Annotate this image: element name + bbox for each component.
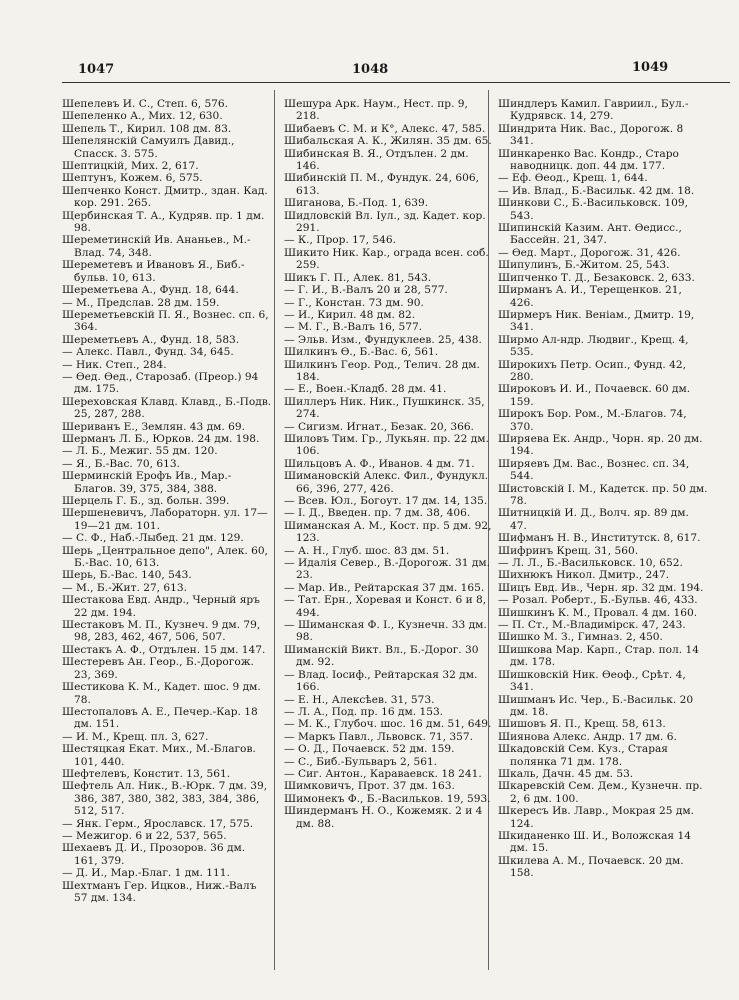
directory-entry: Шерминскій Ерофъ Ив., Мар.-Благов. 39, 375, 384, 388. xyxy=(62,470,232,495)
directory-entry: Шиндерманъ Н. О., Кожемяк. 2 и 4 дм. 88. xyxy=(284,805,483,830)
directory-entry: Шестопаловъ А. Е., Печер.-Кар. 18 дм. 151. xyxy=(62,705,258,731)
directory-entry: — С., Биб.-Бульваръ 2, 561. xyxy=(284,755,438,768)
directory-entry: Шестакъ А. Ф., Отдълен. 15 дм. 147. xyxy=(62,643,266,656)
directory-entry: — Е. Н., Алексѣев. 31, 573. xyxy=(284,693,435,706)
directory-entry: Шепеленко А., Мих. 12, 630. xyxy=(62,110,223,123)
directory-entry: Шимковичъ, Прот. 37 дм. 163. xyxy=(284,780,455,793)
directory-entry: Шептицкій, Мих. 2, 617. xyxy=(62,160,199,173)
directory-entry: Шериванъ Е., Землян. 43 дм. 69. xyxy=(62,420,245,433)
directory-entry: Шефтель Ал. Ник., В.-Юрк. 7 дм. 39, 386, 387, 380, 382, 383, 384, 386, 512, 517. xyxy=(62,780,268,818)
directory-entry: Шифринъ Крещ. 31, 560. xyxy=(498,544,639,557)
directory-entry: Ширманъ А. И., Терещенков. 21, 426. xyxy=(498,284,682,309)
directory-entry: — И., Кирил. 48 дм. 82. xyxy=(284,308,416,321)
directory-entry: — С. Ф., Наб.-Лыбед. 21 дм. 129. xyxy=(62,532,244,545)
directory-entry: Шестяцкая Екат. Мих., М.-Благов. 101, 440. xyxy=(62,743,256,768)
directory-entry: Шерманъ Л. Б., Юрков. 24 дм. 198. xyxy=(62,432,260,445)
page-number-center: 1048 xyxy=(352,62,389,77)
directory-entry: Шереховская Клавд. Клавд., Б.-Подв. 25, 287, 288. xyxy=(62,395,272,421)
directory-entry: Шкилева А. М., Почаевск. 20 дм. 158. xyxy=(498,854,684,880)
directory-entry: — Я., Б.-Вас. 70, 613. xyxy=(62,457,180,470)
directory-entry: — Маркъ Павл., Львовск. 71, 357. xyxy=(284,730,473,743)
directory-entry: Шептунъ, Кожем. 6, 575. xyxy=(62,172,203,185)
directory-entry: Шишманъ Ис. Чер., Б.-Васильк. 20 дм. 18. xyxy=(498,693,694,718)
directory-entry: Шереметинскій Ив. Ананьев., М.-Влад. 74, 348. xyxy=(62,234,251,259)
directory-entry: Шишовъ Я. П., Крещ. 58, 613. xyxy=(498,718,666,731)
directory-entry: Шепель Т., Кирил. 108 дм. 83. xyxy=(62,122,232,135)
directory-entry: Шишкинъ К. М., Провал. 4 дм. 160. xyxy=(498,606,698,619)
directory-entry: — Тат. Ерн., Хоревая и Конст. 6 и 8, 494. xyxy=(284,594,487,619)
directory-entry: Шиянова Алекс. Андр. 17 дм. 6. xyxy=(498,730,677,743)
directory-entry: Шишковскій Ник. Ѳеоф., Срѣт. 4, 341. xyxy=(498,668,686,694)
directory-entry: — Розал. Роберт., Б.-Бульв. 46, 433. xyxy=(498,594,698,607)
directory-entry: Шкаль, Дачн. 45 дм. 53. xyxy=(498,767,634,780)
column-1048 xyxy=(284,98,494,830)
directory-entry: Шепченко Конст. Дмитр., здан. Кад. кор. 291. 265. xyxy=(62,184,268,210)
directory-entry: Шипченко Т. Д., Безаковск. 2, 633. xyxy=(498,271,695,284)
directory-entry: Шепелянскій Самуилъ Давид., Спасск. 3. 575. xyxy=(62,135,235,160)
directory-entry: — Л. Л., Б.-Васильковск. 10, 652. xyxy=(498,557,683,570)
page-number-right: 1049 xyxy=(632,60,669,75)
directory-entry: Шилкинъ Ѳ., Б.-Вас. 6, 561. xyxy=(284,346,439,359)
directory-entry: Шестаковъ М. П., Кузнеч. 9 дм. 79, 98, 283, 462, 467, 506, 507. xyxy=(62,619,261,644)
directory-entry: Ширяева Ек. Андр., Чорн. яр. 20 дм. 194. xyxy=(498,432,703,458)
directory-entry: Шкадовскій Сем. Куз., Старая полянка 71 дм. 178. xyxy=(498,743,668,768)
directory-entry: Шифманъ Н. В., Институтск. 8, 617. xyxy=(498,532,701,545)
directory-entry: Шерцель Г. Б., зд. больн. 399. xyxy=(62,495,230,507)
directory-entry: — Идалія Север., В.-Дорогож. 31 дм. 23. xyxy=(284,557,490,582)
directory-entry: Шереметевъ и Ивановъ Я., Биб.-бульв. 10, 613. xyxy=(62,259,245,284)
directory-entry: Шиганова, Б.-Под. 1, 639. xyxy=(284,197,429,210)
directory-entry: Шестакова Евд. Андр., Черный яръ 22 дм. 194. xyxy=(62,594,260,619)
directory-entry: — Д. И., Мар.-Благ. 1 дм. 111. xyxy=(62,867,230,880)
directory-entry: Широковъ И. И., Почаевск. 60 дм. 159. xyxy=(498,383,691,408)
directory-entry: — Янк. Герм., Ярославск. 17, 575. xyxy=(62,817,254,830)
directory-entry: — Еф. Ѳеод., Крещ. 1, 644. xyxy=(498,172,648,185)
directory-entry: — К., Прор. 17, 546. xyxy=(284,234,396,247)
directory-entry: — Влад. Iосиф., Рейтарская 32 дм. 166. xyxy=(284,668,478,694)
directory-entry: Широкъ Бор. Ром., М.-Благов. 74, 370. xyxy=(498,408,687,433)
directory-entry: Шефтелевъ, Констит. 13, 561. xyxy=(62,767,231,780)
directory-entry: — Мар. Ив., Рейтарская 37 дм. 165. xyxy=(284,581,485,594)
directory-entry: Шипинскій Казим. Ант. Ѳедисс., Бассейн. 21, 347. xyxy=(498,222,682,247)
directory-entry: Шилкинъ Геор. Род., Телич. 28 дм. 184. xyxy=(284,358,480,383)
directory-entry: — Л. А., Под. пр. 16 дм. 153. xyxy=(284,705,444,718)
directory-entry: Шишко М. З., Гимназ. 2, 450. xyxy=(498,631,663,644)
directory-entry: — Г., Констан. 73 дм. 90. xyxy=(284,296,424,309)
directory-entry: — П. Ст., М.-Владимірск. 47, 243. xyxy=(498,619,686,632)
directory-entry: Шишкова Мар. Карп., Стар. пол. 14 дм. 178. xyxy=(498,643,699,669)
directory-entry: Шкаревскій Сем. Дем., Кузнечн. пр. 2, 6 дм. 100. xyxy=(498,780,703,805)
directory-entry: Шихнюкъ Никол. Дмитр., 247. xyxy=(498,569,670,582)
directory-entry: Шиманскій Викт. Вл., Б.-Дорог. 30 дм. 92. xyxy=(284,643,479,669)
directory-entry: Шикъ Г. П., Алек. 81, 543. xyxy=(284,271,432,284)
directory-entry: — Л. Б., Межиг. 55 дм. 120. xyxy=(62,445,218,458)
directory-entry: — Г. И., В.-Валъ 20 и 28, 577. xyxy=(284,284,448,297)
directory-entry: Шехтманъ Гер. Ицков., Ниж.-Валъ 57 дм. 134. xyxy=(62,879,257,904)
header-rule xyxy=(62,82,730,83)
directory-entry: Шкересъ Ив. Лавр., Мокрая 25 дм. 124. xyxy=(498,805,694,830)
directory-entry: Шиндрита Ник. Вас., Дорогож. 8 341. xyxy=(498,122,684,148)
directory-entry: Ширмо Ал-ндр. Людвиг., Крещ. 4, 535. xyxy=(498,333,689,359)
directory-entry: — Сиг. Антон., Караваевск. 18 241. xyxy=(284,767,482,780)
directory-entry: Щербинская Т. А., Кудряв. пр. 1 дм. 98. xyxy=(62,209,265,235)
column-1049 xyxy=(498,98,708,880)
directory-entry: — Всев. Юл., Богоут. 17 дм. 14, 135. xyxy=(284,495,488,507)
directory-entry: — И. М., Крещ. пл. 3, 627. xyxy=(62,730,209,743)
directory-entry: Шимановскій Алекс. Фил., Фундукл. 66, 396, 277, 426. xyxy=(284,470,489,495)
directory-entry: Ширяевъ Дм. Вас., Вознес. сп. 34, 544. xyxy=(498,457,690,483)
directory-entry: Шерь „Центральное депо", Алек. 60, Б.-Вас. 10, 613. xyxy=(62,544,268,570)
directory-entry: Шибинскій П. М., Фундук. 24, 606, 613. xyxy=(284,172,479,197)
directory-entry: — Е., Воен.-Кладб. 28 дм. 41. xyxy=(284,383,447,396)
directory-entry: — М. Г., В.-Валъ 16, 577. xyxy=(284,321,423,334)
directory-entry: Шершеневичъ, Лабораторн. ул. 17—19—21 дм. 101. xyxy=(62,507,268,532)
directory-entry: — Ѳед. Март., Дорогож. 31, 426. xyxy=(498,246,681,259)
directory-entry: Шинкаренко Вас. Кондр., Старо наводницк. доп. 44 дм. 177. xyxy=(498,147,679,173)
directory-entry: — М. К., Глубоч. шос. 16 дм. 51, 649. xyxy=(284,718,492,731)
directory-entry: Шибальская А. К., Жилян. 35 дм. 65. xyxy=(284,135,492,148)
directory-entry: — Межигор. 6 и 22, 537, 565. xyxy=(62,829,227,842)
directory-entry: — Шиманская Ф. I., Кузнечн. 33 дм. 98. xyxy=(284,619,487,644)
directory-entry: — Ник. Степ., 284. xyxy=(62,358,167,371)
directory-entry: — I. Д., Введен. пр. 7 дм. 38, 406. xyxy=(284,507,471,520)
directory-entry: — Алекс. Павл., Фунд. 34, 645. xyxy=(62,346,234,359)
directory-entry: Шестеревъ Ан. Геор., Б.-Дорогож. 23, 369. xyxy=(62,656,254,681)
page-number-left: 1047 xyxy=(78,62,115,77)
directory-entry: — М., Предслав. 28 дм. 159. xyxy=(62,296,220,309)
directory-entry: Шицъ Евд. Ив., Черн. яр. 32 дм. 194. xyxy=(498,581,704,594)
directory-entry: — Эльв. Изм., Фундуклеев. 25, 438. xyxy=(284,333,482,346)
directory-entry: Шерь, Б.-Вас. 140, 543. xyxy=(62,569,192,582)
directory-entry: Шипулинъ, Б.-Житом. 25, 543. xyxy=(498,259,670,272)
directory-entry: — Ѳед. Ѳед., Старозаб. (Преор.) 94 дм. 175. xyxy=(62,370,259,396)
directory-entry: Шепелевъ И. С., Степ. 6, 576. xyxy=(62,98,229,110)
directory-entry: Шильцовъ А. Ф., Иванов. 4 дм. 71. xyxy=(284,457,475,470)
directory-entry: Шистовскій I. М., Кадетск. пр. 50 дм. 78. xyxy=(498,482,708,507)
directory-entry: Шешура Арк. Наум., Нест. пр. 9, 218. xyxy=(284,98,468,123)
directory-entry: — А. Н., Глуб. шос. 83 дм. 51. xyxy=(284,544,450,557)
directory-entry: Шиманская А. М., Кост. пр. 5 дм. 92, 123. xyxy=(284,519,492,545)
column-divider xyxy=(274,90,275,970)
directory-entry: Шестикова К. М., Кадет. шос. 9 дм. 78. xyxy=(62,681,261,706)
directory-entry: Шехаевъ Д. И., Прозоров. 36 дм. 161, 379. xyxy=(62,842,246,867)
directory-entry: — Сигизм. Игнат., Безак. 20, 366. xyxy=(284,420,474,433)
directory-entry: Шереметьева А., Фунд. 18, 644. xyxy=(62,284,239,297)
directory-entry: Широкихъ Петр. Осип., Фунд. 42, 280. xyxy=(498,358,686,383)
directory-entry: — О. Д., Почаевск. 52 дм. 159. xyxy=(284,743,455,756)
directory-entry: Шереметьевъ А., Фунд. 18, 583. xyxy=(62,333,240,346)
directory-entry: Шинкови С., Б.-Васильковск. 109, 543. xyxy=(498,197,688,222)
directory-entry: Шибаевъ С. М. и К°, Алекс. 47, 585. xyxy=(284,122,486,135)
directory-entry: Шибинская В. Я., Отдълен. 2 дм. 146. xyxy=(284,147,469,173)
directory-entry: — М., Б.-Жит. 27, 613. xyxy=(62,581,188,594)
directory-entry: Шидловскій Вл. Iул., зд. Кадет. кор. 291. xyxy=(284,209,486,235)
directory-entry: Шитницкій И. Д., Волч. яр. 89 дм. 47. xyxy=(498,507,689,532)
directory-entry: Шиндлеръ Камил. Гавриил., Бул.-Кудрявск. 14, 279. xyxy=(498,98,689,123)
column-1047 xyxy=(62,98,272,904)
directory-entry: Ширмеръ Ник. Веніам., Дмитр. 19, 341. xyxy=(498,308,695,334)
directory-entry: Шимонекъ Ф., Б.-Васильков. 19, 593. xyxy=(284,792,491,805)
directory-entry: Шиллеръ Ник. Ник., Пушкинск. 35, 274. xyxy=(284,395,485,421)
directory-entry: Шкиданенко Ш. И., Воложская 14 дм. 15. xyxy=(498,829,691,855)
directory-entry: Шиловъ Тим. Гр., Лукьян. пр. 22 дм. 106. xyxy=(284,432,489,458)
directory-entry: Шикито Ник. Кар., ограда всен. соб. 259. xyxy=(284,246,489,272)
directory-entry: Шереметьевскій П. Я., Вознес. сп. 6, 364. xyxy=(62,308,269,334)
directory-entry: — Ив. Влад., Б.-Васильк. 42 дм. 18. xyxy=(498,184,695,197)
